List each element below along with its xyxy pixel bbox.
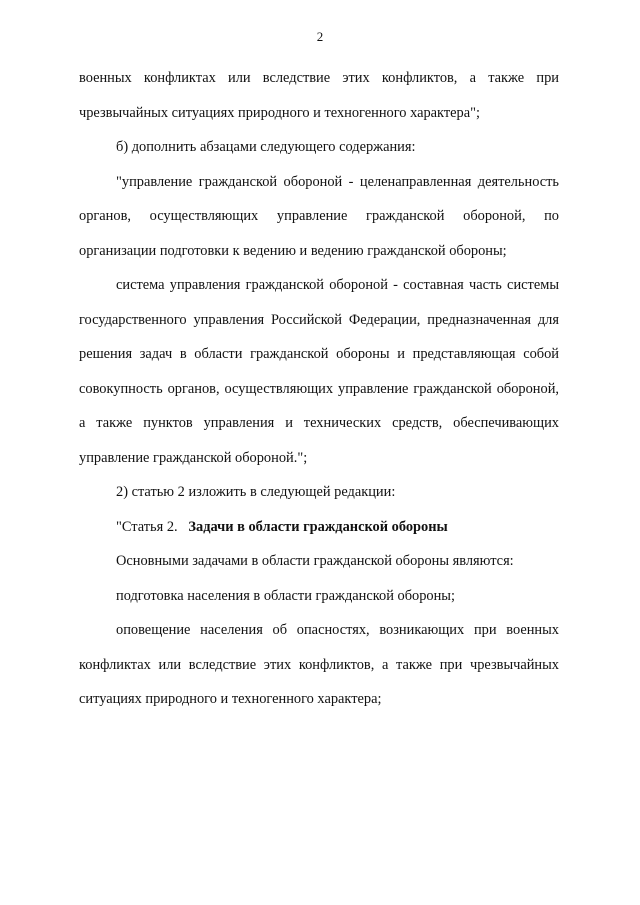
paragraph-task-notification: оповещение населения об опасностях, возникающих при военных конфликтах или вследствие этих конфликтов, а также при чрезвычайных ситуациях природного и техногенного характера; xyxy=(79,622,559,707)
paragraph-continuation: военных конфликтах или вследствие этих конфликтов, а также при чрезвычайных ситуациях природного и техногенного характера"; xyxy=(79,70,559,121)
page-number: 2 xyxy=(316,29,324,44)
article-heading xyxy=(79,510,559,545)
paragraph-task-training: подготовка населения в области гражданской обороны; xyxy=(116,587,455,604)
paragraph-definition-system: система управления гражданской обороной - составная часть системы государственного управления Российской Федерации, предназначенная для решения задач в области гражданской обороны и представляющая собой совокупность органов, осуществляющих управление гражданской обороной, а также пунктов управления и технических средств, обеспечивающих управление гражданской обороной."; xyxy=(79,277,559,466)
document-body xyxy=(79,61,559,717)
paragraph-definition-management: "управление гражданской обороной - целенаправленная деятельность органов, осуществляющих управление гражданской обороной, по организации подготовки к ведению и ведению гражданской обороны; xyxy=(79,173,559,259)
paragraph-main-tasks: Основными задачами в области гражданской обороны являются: xyxy=(116,553,514,569)
paragraph-amendment-b: б) дополнить абзацами следующего содержания: xyxy=(116,139,416,155)
article-heading-title: Задачи в области гражданской обороны xyxy=(188,518,448,535)
article-heading-prefix: "Статья 2. xyxy=(116,518,178,535)
paragraph-amendment-2: 2) статью 2 изложить в следующей редакции: xyxy=(116,484,396,500)
